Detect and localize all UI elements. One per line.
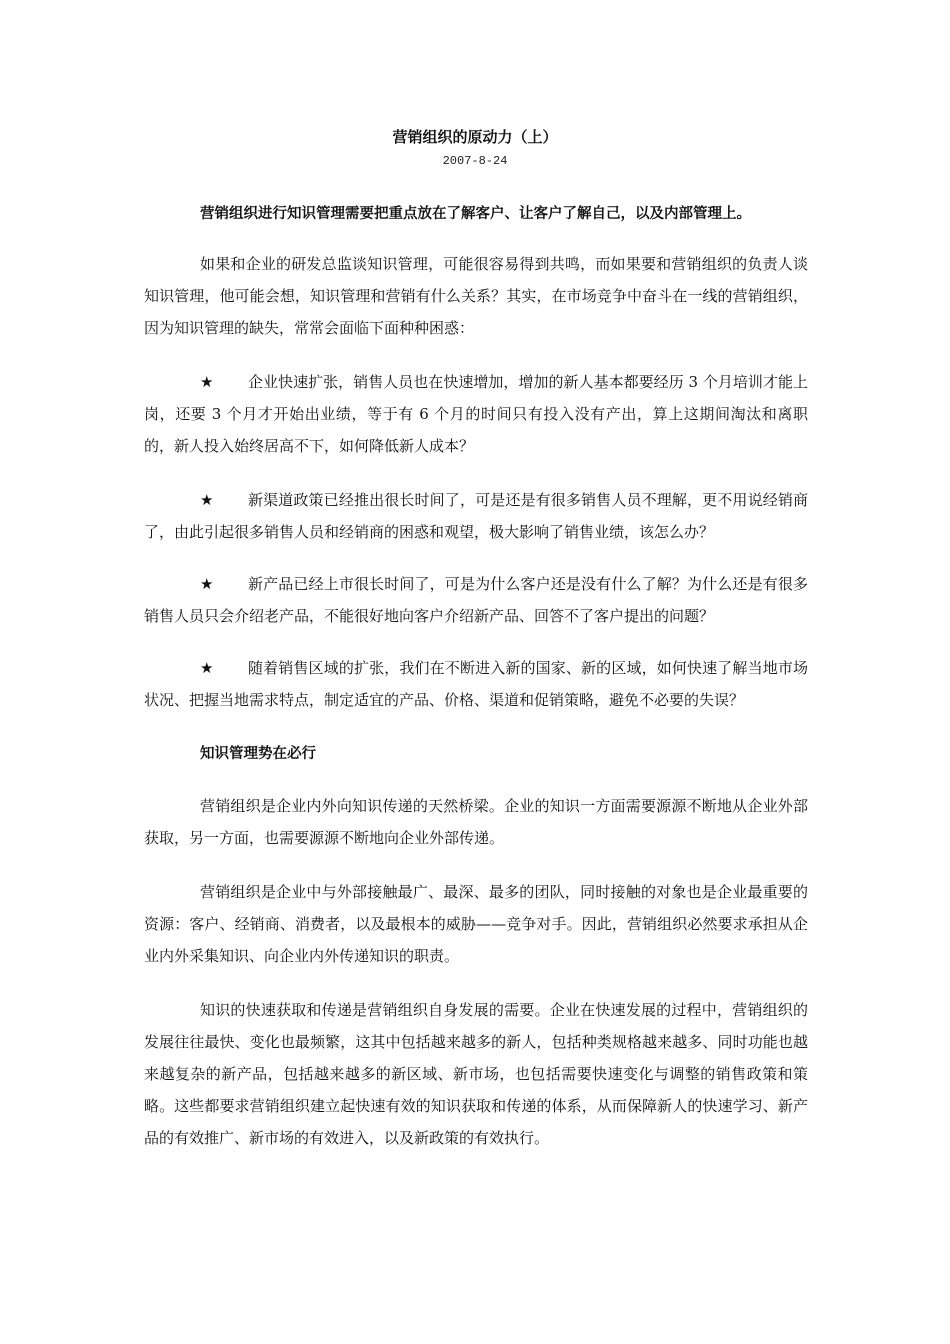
bullet-item: 新渠道政策已经推出很长时间了，可是还是有很多销售人员不理解，更不用说经销商了，由此引起很多销售人员和经销商的困惑和观望，极大影响了销售业绩，该怎么办？: [144, 491, 808, 541]
star-bullet-icon: ★: [200, 575, 214, 593]
star-bullet-icon: ★: [200, 659, 214, 677]
bullet-item: 企业快速扩张，销售人员也在快速增加，增加的新人基本都要经历 3 个月培训才能上岗，还要 3 个月才开始出业绩，等于有 6 个月的时间只有投入没有产出，算上这期间淘汰和离职的，新人投入始终居高不下，如何降低新人成本？: [144, 373, 808, 455]
section-heading: 知识管理势在必行: [200, 746, 316, 762]
star-bullet-icon: ★: [200, 373, 214, 391]
document-date: 2007-8-24: [442, 154, 508, 168]
body-paragraph: 知识的快速获取和传递是营销组织自身发展的需要。企业在快速发展的过程中，营销组织的发展往往最快、变化也最频繁，这其中包括越来越多的新人，包括种类规格越来越多、同时功能也越来越复杂的新产品，包括越来越多的新区域、新市场，也包括需要快速变化与调整的销售政策和策略。这些都要求营销组织建立起快速有效的知识获取和传递的体系，从而保障新人的快速学习、新产品的有效推广、新市场的有效进入，以及新政策的有效执行。: [144, 1001, 808, 1147]
body-paragraph: 营销组织是企业中与外部接触最广、最深、最多的团队，同时接触的对象也是企业最重要的资源：客户、经销商、消费者，以及最根本的威胁——竞争对手。因此，营销组织必然要求承担从企业内外采集知识、向企业内外传递知识的职责。: [144, 883, 808, 965]
document-title: 营销组织的原动力（上）: [392, 128, 558, 146]
star-bullet-icon: ★: [200, 491, 214, 509]
intro-paragraph: 如果和企业的研发总监谈知识管理，可能很容易得到共鸣，而如果要和营销组织的负责人谈知识管理，他可能会想，知识管理和营销有什么关系？其实，在市场竞争中奋斗在一线的营销组织，因为知识管理的缺失，常常会面临下面种种困惑：: [144, 255, 808, 337]
bullet-item: 新产品已经上市很长时间了，可是为什么客户还是没有什么了解？为什么还是有很多销售人员只会介绍老产品，不能很好地向客户介绍新产品、回答不了客户提出的问题？: [144, 575, 808, 625]
bullet-item: 随着销售区域的扩张，我们在不断进入新的国家、新的区域，如何快速了解当地市场状况、把握当地需求特点，制定适宜的产品、价格、渠道和促销策略，避免不必要的失误？: [144, 659, 808, 709]
body-paragraph: 营销组织是企业内外向知识传递的天然桥梁。企业的知识一方面需要源源不断地从企业外部获取，另一方面，也需要源源不断地向企业外部传递。: [144, 797, 808, 847]
lead-summary: 营销组织进行知识管理需要把重点放在了解客户、让客户了解自己，以及内部管理上。: [200, 206, 751, 222]
